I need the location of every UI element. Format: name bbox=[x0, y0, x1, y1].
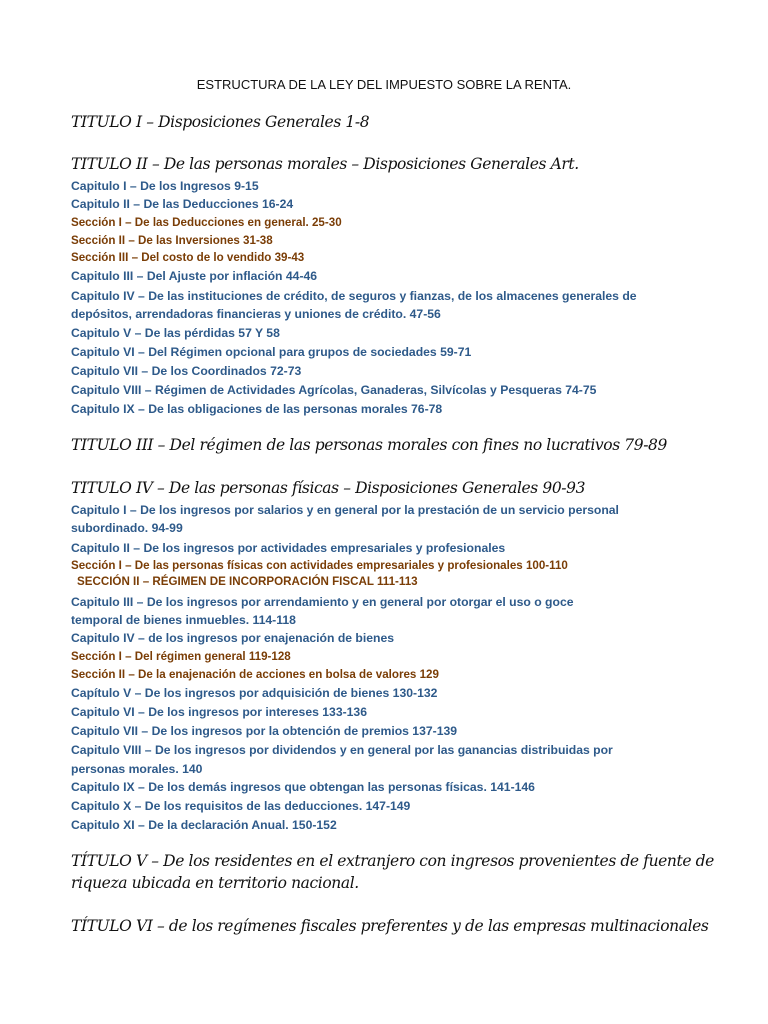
capitulo-line: Capitulo X – De los requisitos de las deducciones. 147-149 bbox=[71, 799, 411, 813]
seccion-line: Sección II – De las Inversiones 31-38 bbox=[71, 234, 273, 247]
seccion-line: Sección I – De las personas físicas con actividades empresariales y profesionales 100-110 bbox=[71, 559, 568, 572]
capitulo-line: Capitulo IV – de los ingresos por enajenación de bienes bbox=[71, 631, 395, 645]
capitulo-line: Capitulo VI – De los ingresos por intereses 133-136 bbox=[71, 705, 367, 719]
capitulo-line: personas morales. 140 bbox=[71, 762, 203, 776]
capitulo-line: Capitulo VIII – De los ingresos por dividendos y en general por las ganancias distribuidas por bbox=[71, 743, 613, 757]
capitulo-line: Capitulo VIII – Régimen de Actividades Agrícolas, Ganaderas, Silvícolas y Pesqueras 74-75 bbox=[71, 383, 597, 397]
capitulo-line: Capitulo VII – De los ingresos por la obtención de premios 137-139 bbox=[71, 724, 458, 738]
document-heading: ESTRUCTURA DE LA LEY DEL IMPUESTO SOBRE LA RENTA. bbox=[196, 77, 572, 92]
capitulo-line: Capitulo I – De los Ingresos 9-15 bbox=[71, 179, 259, 193]
capitulo-line: Capitulo V – De las pérdidas 57 Y 58 bbox=[71, 326, 280, 340]
capitulo-line: depósitos, arrendadoras financieras y uniones de crédito. 47-56 bbox=[71, 307, 441, 321]
capitulo-line: Capitulo IV – De las instituciones de crédito, de seguros y fianzas, de los almacenes generales de bbox=[71, 289, 637, 303]
capitulo-line: Capitulo XI – De la declaración Anual. 150-152 bbox=[71, 818, 337, 832]
titulo-iv: TITULO IV – De las personas físicas – Disposiciones Generales 90-93 bbox=[71, 479, 586, 497]
capitulo-line: temporal de bienes inmuebles. 114-118 bbox=[71, 613, 296, 627]
seccion-line: SECCIÓN II – RÉGIMEN DE INCORPORACIÓN FISCAL 111-113 bbox=[77, 575, 418, 588]
seccion-line: Sección II – De la enajenación de acciones en bolsa de valores 129 bbox=[71, 668, 439, 681]
capitulo-line: Capitulo IX – De los demás ingresos que obtengan las personas físicas. 141-146 bbox=[71, 780, 535, 794]
titulo-vi: TÍTULO VI – de los regímenes fiscales preferentes y de las empresas multinacionales bbox=[71, 917, 709, 935]
capitulo-line: Capitulo I – De los ingresos por salarios y en general por la prestación de un servicio personal bbox=[71, 503, 619, 517]
seccion-line: Sección I – De las Deducciones en general. 25-30 bbox=[71, 216, 342, 229]
capitulo-line: Capitulo VI – Del Régimen opcional para grupos de sociedades 59-71 bbox=[71, 345, 472, 359]
titulo-ii: TITULO II – De las personas morales – Disposiciones Generales Art. bbox=[71, 155, 579, 173]
capitulo-line: Capitulo III – De los ingresos por arrendamiento y en general por otorgar el uso o goce bbox=[71, 595, 574, 609]
titulo-v-line2: riqueza ubicada en territorio nacional. bbox=[71, 874, 359, 892]
titulo-i: TITULO I – Disposiciones Generales 1-8 bbox=[71, 113, 370, 131]
titulo-iii: TITULO III – Del régimen de las personas morales con fines no lucrativos 79-89 bbox=[71, 436, 667, 454]
capitulo-line: Capitulo VII – De los Coordinados 72-73 bbox=[71, 364, 302, 378]
capitulo-line: Capitulo IX – De las obligaciones de las personas morales 76-78 bbox=[71, 402, 443, 416]
capitulo-line: Capitulo II – De los ingresos por actividades empresariales y profesionales bbox=[71, 541, 506, 555]
capitulo-line: subordinado. 94-99 bbox=[71, 521, 183, 535]
seccion-line: Sección I – Del régimen general 119-128 bbox=[71, 650, 291, 663]
capitulo-line: Capítulo V – De los ingresos por adquisición de bienes 130-132 bbox=[71, 686, 438, 700]
titulo-v-line1: TÍTULO V – De los residentes en el extranjero con ingresos provenientes de fuente de bbox=[71, 852, 714, 870]
capitulo-line: Capitulo III – Del Ajuste por inflación 44-46 bbox=[71, 269, 318, 283]
seccion-line: Sección III – Del costo de lo vendido 39-43 bbox=[71, 251, 305, 264]
capitulo-line: Capitulo II – De las Deducciones 16-24 bbox=[71, 197, 294, 211]
